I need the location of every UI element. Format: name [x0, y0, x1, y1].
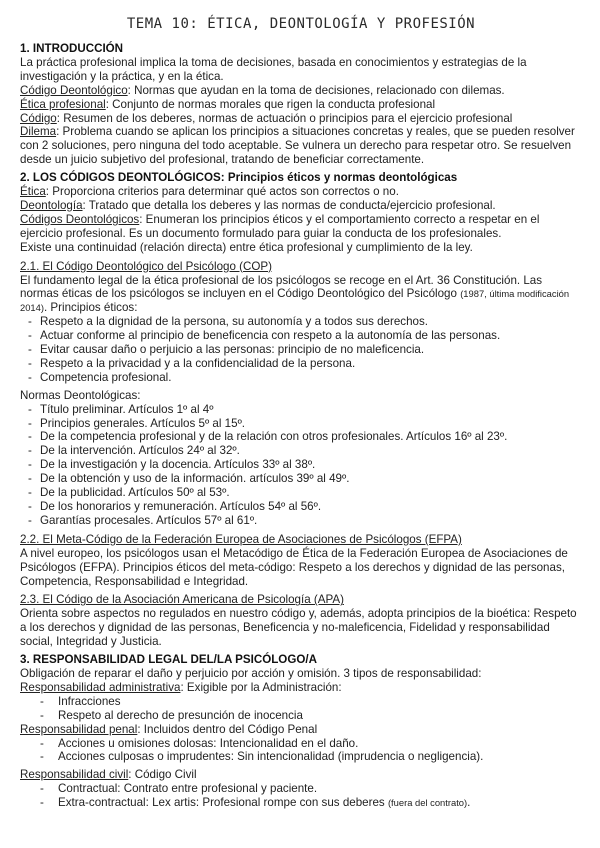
list-item: - De la competencia profesional y de la relación con otros profesionales. Artículos 16º al 23º.	[20, 430, 582, 444]
definition-text: : Incluidos dentro del Código Penal	[137, 722, 318, 736]
list-item: - Competencia profesional.	[20, 371, 582, 385]
definition-text: : Resumen de los deberes, normas de actuación o principios para el ejercicio profesional	[56, 111, 513, 125]
term: Códigos Deontológicos	[20, 212, 140, 226]
section-heading-introduccion: 1. INTRODUCCIÓN	[20, 42, 124, 55]
list-item: - Título preliminar. Artículos 1º al 4º	[20, 403, 582, 417]
list-item-text: .	[467, 796, 471, 810]
list-item: - De los honorarios y remuneración. Artículos 54º al 56º.	[20, 500, 582, 514]
list-item: - Evitar causar daño o perjuicio a las personas: principio de no maleficencia.	[20, 343, 582, 357]
paragraph: A nivel europeo, los psicólogos usan el Metacódigo de Ética de la Federación Europea de Asociaciones de Psicólogos (EFPA). Principios éticos del meta-código: Respeto a los derechos y dignidad de las personas, Competencia, Responsabilidad e Integridad.	[20, 546, 568, 588]
paragraph: Existe una continuidad (relación directa) entre ética profesional y cumplimiento de la ley.	[20, 240, 473, 254]
list-item: - De la intervención. Artículos 24º al 32º.	[20, 444, 582, 458]
definition-text: : Tratado que detalla los deberes y las normas de conducta/ejercicio profesional.	[82, 198, 496, 212]
definition	[20, 84, 582, 98]
term: Dilema	[20, 125, 57, 139]
definition	[20, 681, 582, 695]
list-item: - Garantías procesales. Artículos 57º al 61º.	[20, 514, 582, 528]
list-item: - Respeto al derecho de presunción de inocencia	[20, 709, 582, 723]
list-item: - Acciones culposas o imprudentes: Sin intencionalidad (imprudencia o negligencia).	[20, 750, 582, 764]
definition	[20, 112, 582, 126]
term: Ética	[20, 185, 46, 199]
definition-text: : Exigible por la Administración:	[180, 680, 342, 694]
list-item: - De la publicidad. Artículos 50º al 53º.	[20, 486, 582, 500]
term: Responsabilidad administrativa	[20, 680, 181, 694]
definition	[20, 768, 582, 782]
principles-list	[20, 315, 582, 385]
subsection-heading-cop: 2.1. El Código Deontológico del Psicólogo (COP)	[20, 259, 272, 273]
paragraph-note: (1987, última modificación 2014)	[20, 288, 570, 314]
paragraph: Normas Deontológicas:	[20, 388, 141, 402]
definition-text: : Normas que ayudan en la toma de decisiones, relacionado con dilemas.	[127, 83, 505, 97]
page-title: TEMA 10: ÉTICA, DEONTOLOGÍA Y PROFESIÓN	[126, 16, 476, 32]
subsection-heading-efpa: 2.2. El Meta-Código de la Federación Europea de Asociaciones de Psicólogos (EFPA)	[20, 532, 462, 546]
definition	[20, 199, 582, 213]
definition-text: : Proporciona criterios para determinar qué actos son correctos o no.	[45, 185, 399, 199]
section-heading-codigos: 2. LOS CÓDIGOS DEONTOLÓGICOS: Principios éticos y normas deontológicas	[20, 171, 458, 185]
subsection-heading-apa: 2.3. El Código de la Asociación Americana de Psicología (APA)	[20, 593, 344, 607]
term: Código	[20, 111, 57, 125]
list-item: - Respeto a la dignidad de la persona, su autonomía y a todos sus derechos.	[20, 315, 582, 329]
term: Responsabilidad civil	[20, 768, 129, 782]
term: Ética profesional	[20, 97, 106, 111]
term: Responsabilidad penal	[20, 722, 138, 736]
list-item: - Contractual: Contrato entre profesional y paciente.	[20, 782, 582, 796]
paragraph-text: El fundamento legal de la ética profesional de los psicólogos se recoge en el Art. 36 Constitución. Las normas éticas de los psicólogos se incluyen en el Código Deontológico del Psicólogo	[20, 273, 543, 301]
definition-text: : Problema cuando se aplican los principios a situaciones concretas y reales, que se pueden resolver con 2 soluciones, pero ninguna del todo aceptable. Se vulnera un derecho para respetar otro. Se resuelven desde un juicio subjetivo del profesional, tratando de beneficiar correctamente.	[20, 125, 575, 167]
list-item-text: Extra-contractual: Lex artis: Profesional rompe con sus deberes	[58, 796, 388, 810]
list-item: - Infracciones	[20, 695, 582, 709]
admin-list	[20, 695, 582, 723]
norms-list	[20, 403, 582, 528]
list-item	[20, 796, 582, 810]
definition	[20, 125, 582, 167]
term: Código Deontológico	[20, 83, 128, 97]
paragraph	[20, 274, 582, 316]
paragraph-text: . Principios éticos:	[43, 301, 138, 315]
section-heading-responsabilidad: 3. RESPONSABILIDAD LEGAL DEL/LA PSICÓLOGO/A	[20, 653, 317, 667]
list-item: - De la investigación y la docencia. Artículos 33º al 38º.	[20, 458, 582, 472]
term: Deontología	[20, 198, 83, 212]
list-item: - Principios generales. Artículos 5º al 15º.	[20, 417, 582, 431]
definition	[20, 723, 582, 737]
definition-text: : Código Civil	[128, 768, 197, 782]
civil-list	[20, 782, 582, 810]
paragraph: La práctica profesional implica la toma de decisiones, basada en conocimientos y estrategias de la investigación y la práctica, y en la ética.	[20, 55, 527, 83]
list-item-note: (fuera del contrato)	[387, 797, 468, 809]
list-item: - De la obtención y uso de la información. artículos 39º al 49º.	[20, 472, 582, 486]
definition	[20, 185, 582, 199]
list-item: - Respeto a la privacidad y a la confidencialidad de la persona.	[20, 357, 582, 371]
list-item: - Acciones u omisiones dolosas: Intencionalidad en el daño.	[20, 737, 582, 751]
list-item: - Actuar conforme al principio de beneficencia con respeto a la autonomía de las personas.	[20, 329, 582, 343]
penal-list	[20, 737, 582, 765]
paragraph: Orienta sobre aspectos no regulados en nuestro código y, además, adopta principios de la bioética: Respeto a los derechos y dignidad de las personas, Beneficencia y no-maleficencia, Fidelidad y responsabilidad social, Integridad y Justicia.	[20, 607, 577, 649]
paragraph: Obligación de reparar el daño y perjuicio por acción y omisión. 3 tipos de responsabilidad:	[20, 666, 482, 680]
definition-text: : Enumeran los principios éticos y el comportamiento correcto a respetar en el ejercicio profesional. Es un documento formulado para guiar la conducta de los profesionales.	[20, 212, 540, 240]
definition-text: : Conjunto de normas morales que rigen la conducta profesional	[105, 97, 436, 111]
definition	[20, 98, 582, 112]
definition	[20, 213, 582, 241]
